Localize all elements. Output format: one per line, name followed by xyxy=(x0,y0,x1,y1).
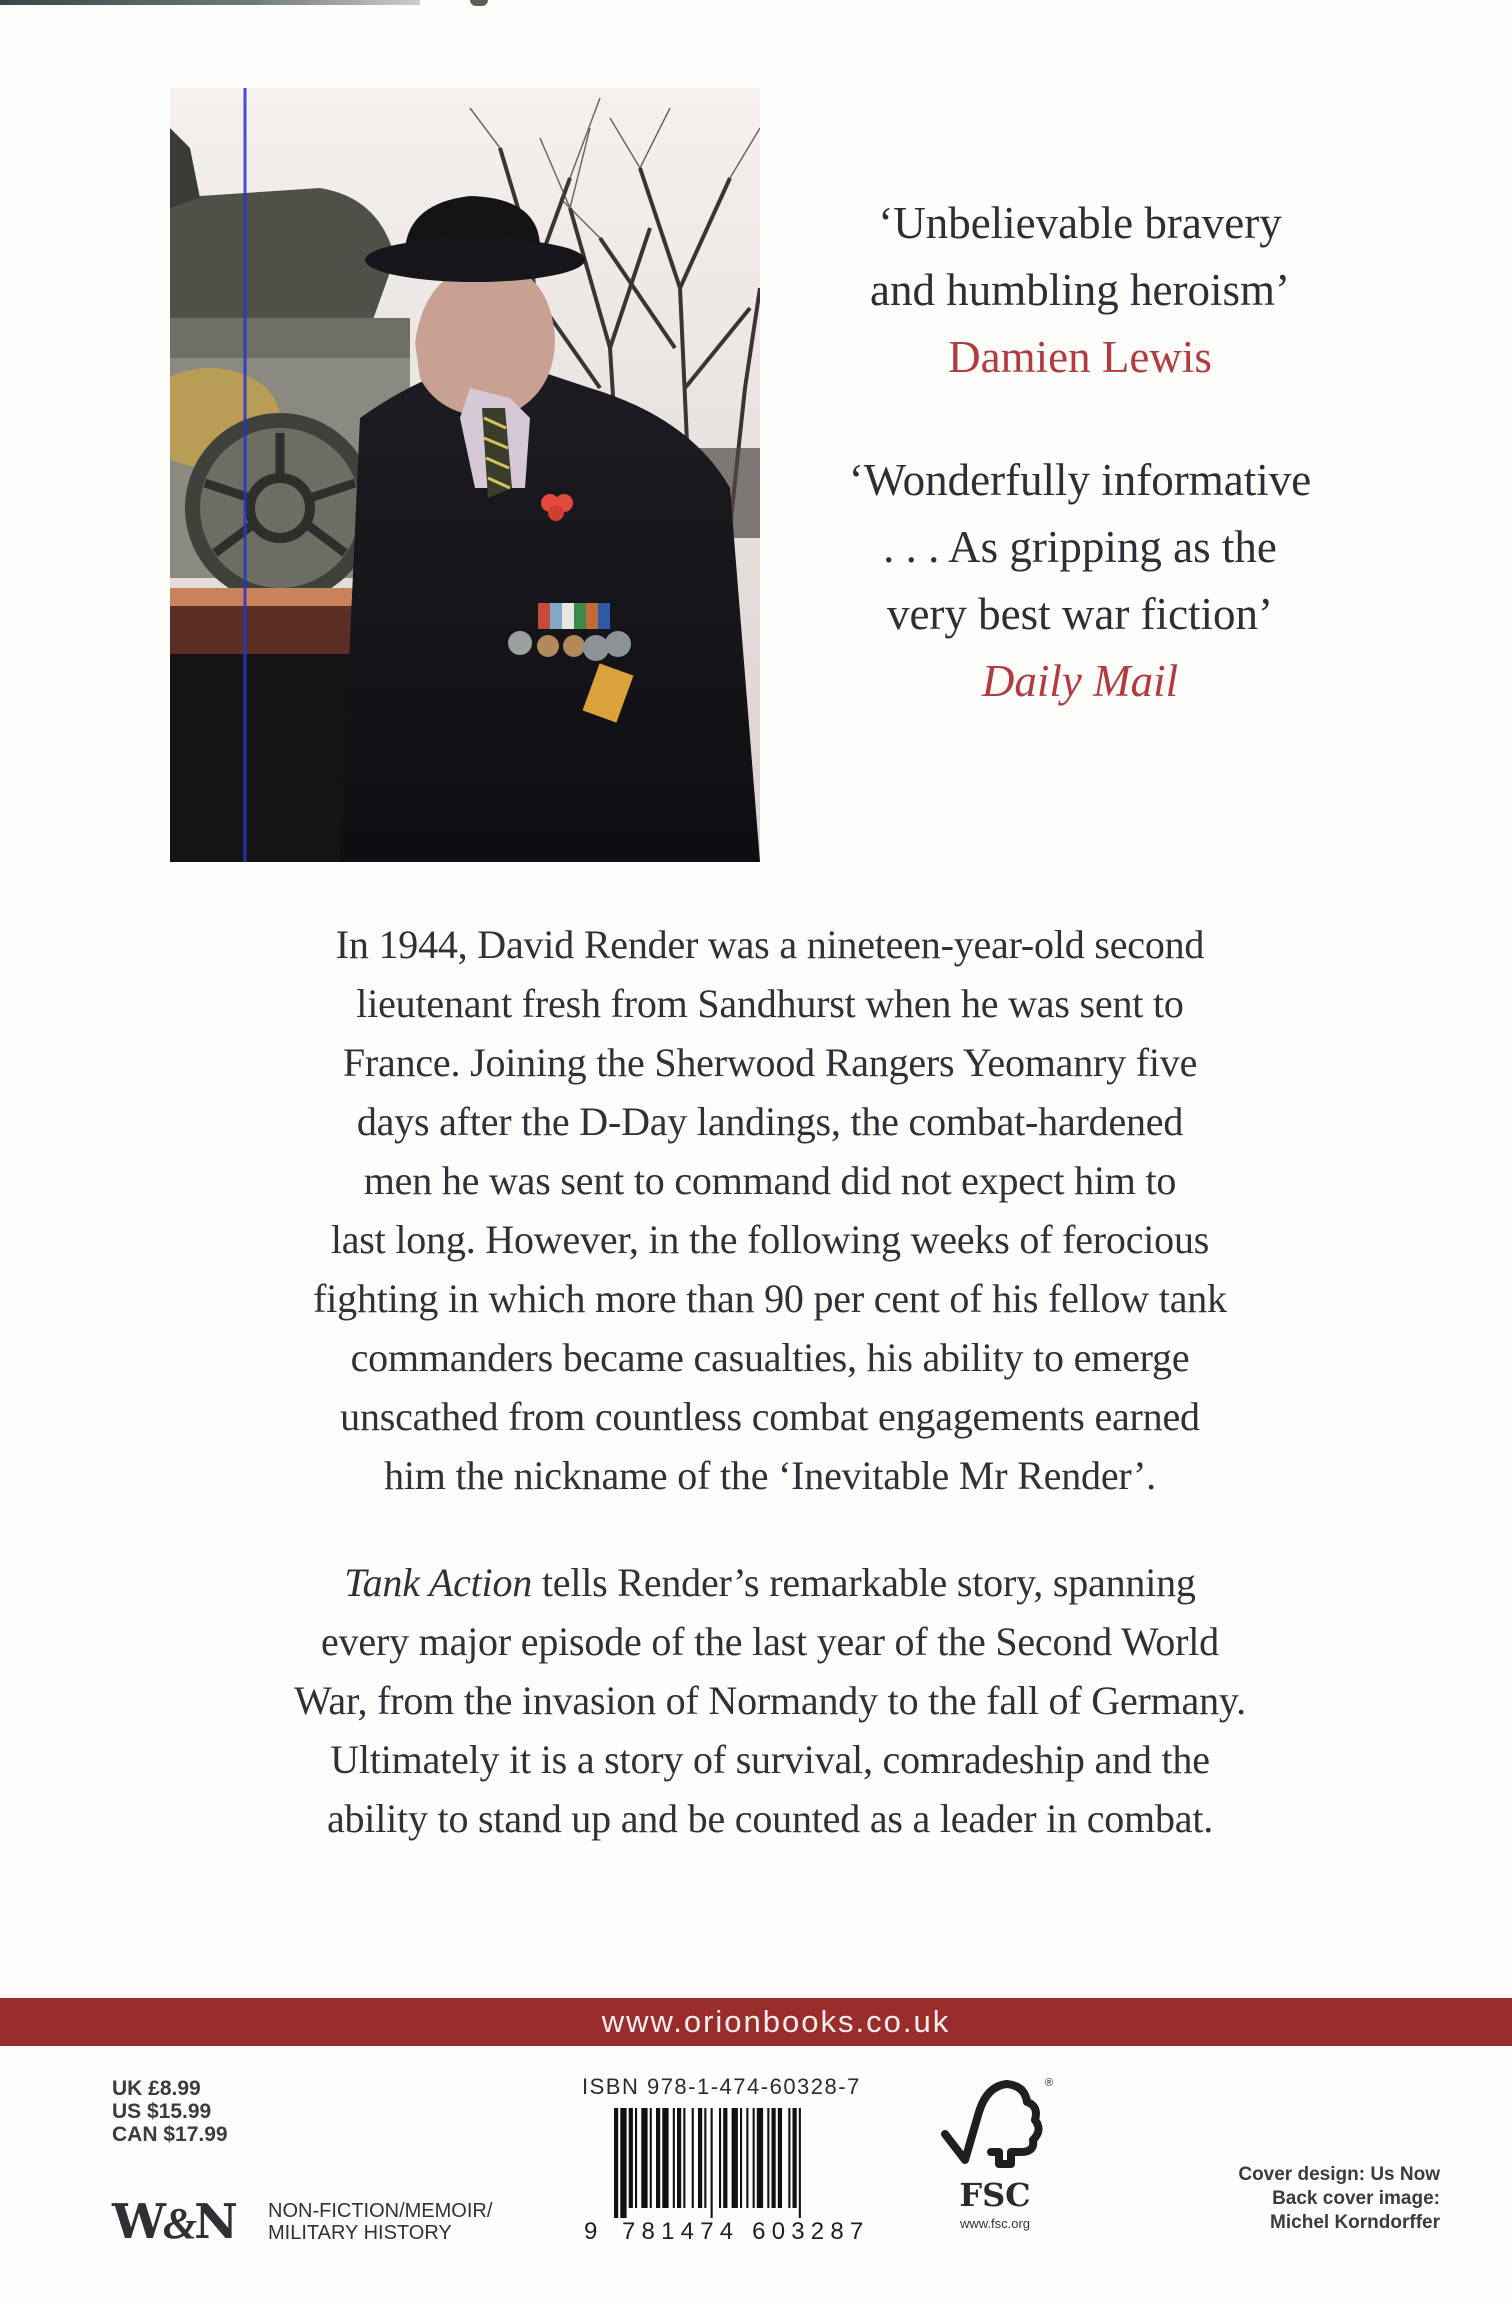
publisher-logo xyxy=(112,2194,235,2250)
barcode-bar xyxy=(629,2108,633,2208)
barcode-bar xyxy=(772,2108,776,2208)
cover-top-mark xyxy=(470,0,488,6)
quote-line: . . . As gripping as the xyxy=(883,522,1277,572)
category-line: MILITARY HISTORY xyxy=(268,2222,452,2244)
back-cover-photo xyxy=(170,88,760,862)
barcode-bar xyxy=(753,2108,755,2208)
cover-top-edge xyxy=(0,0,420,5)
price-list xyxy=(112,2077,228,2146)
barcode-bar xyxy=(635,2108,637,2208)
barcode-bar xyxy=(788,2108,790,2208)
barcode-bar xyxy=(677,2108,681,2208)
blurb-line: commanders became casualties, his ability to emerge xyxy=(350,1335,1190,1380)
barcode-bar xyxy=(683,2108,685,2208)
barcode-bar xyxy=(746,2108,748,2208)
logo-ampersand: & xyxy=(162,2199,195,2248)
isbn-label: ISBN 978-1-474-60328-7 xyxy=(582,2074,861,2099)
barcode-bar xyxy=(662,2108,668,2208)
quote-attribution: Daily Mail xyxy=(981,656,1179,706)
blurb-line: France. Joining the Sherwood Rangers Yeomanry five xyxy=(342,1040,1198,1085)
barcode-bar xyxy=(778,2108,782,2208)
barcode-bar xyxy=(767,2108,769,2208)
blurb-paragraph-1 xyxy=(200,915,1340,1505)
barcode-bar xyxy=(723,2108,727,2208)
blurb-line: Ultimately it is a story of survival, comradeship and the xyxy=(330,1737,1210,1782)
quote-1 xyxy=(790,190,1370,391)
blurb-line: last long. However, in the following weeks of ferocious xyxy=(330,1217,1210,1262)
price-us: US $15.99 xyxy=(112,2100,212,2123)
barcode xyxy=(610,2108,910,2218)
blurb-line xyxy=(200,1553,1340,1612)
blurb-line-rest: tells Render’s remarkable story, spanning xyxy=(532,1560,1196,1605)
veteran-portrait-image xyxy=(170,88,760,862)
quote-line: ‘Unbelievable bravery xyxy=(878,198,1282,248)
book-category xyxy=(268,2200,492,2244)
blurb-line: In 1944, David Render was a nineteen-year-old second xyxy=(335,922,1205,967)
blurb-line: men he was sent to command did not expect him to xyxy=(363,1158,1177,1203)
quote-2 xyxy=(790,447,1370,715)
barcode-bar xyxy=(704,2108,706,2208)
blurb xyxy=(200,915,1340,1848)
barcode-bar xyxy=(793,2108,797,2208)
registered-mark: ® xyxy=(1045,2077,1054,2089)
blurb-line: War, from the invasion of Normandy to the fall of Germany. xyxy=(294,1678,1246,1723)
barcode-bar xyxy=(692,2108,694,2208)
credit-line: Michel Korndorffer xyxy=(1270,2212,1440,2233)
fsc-website: www.fsc.org xyxy=(959,2216,1031,2231)
quote-line: ‘Wonderfully informative xyxy=(848,455,1312,505)
fsc-name: FSC xyxy=(959,2176,1031,2214)
barcode-digits: 781474 603287 xyxy=(622,2218,870,2245)
barcode-bar xyxy=(656,2108,660,2208)
credit-line: Cover design: Us Now xyxy=(1238,2164,1440,2185)
blurb-line: unscathed from countless combat engagements earned xyxy=(340,1394,1200,1439)
category-line: NON-FICTION/MEMOIR/ xyxy=(268,2200,493,2222)
barcode-bar xyxy=(757,2108,763,2208)
barcode-bar xyxy=(641,2108,647,2208)
cover-credits xyxy=(1238,2163,1440,2235)
quote-attribution: Damien Lewis xyxy=(948,332,1212,382)
blurb-paragraph-2 xyxy=(200,1553,1340,1848)
review-quotes xyxy=(790,190,1370,771)
barcode-bar xyxy=(740,2108,742,2208)
barcode-bar xyxy=(673,2108,675,2208)
credit-line: Back cover image: xyxy=(1272,2188,1440,2209)
logo-letter-n: N xyxy=(194,2194,236,2250)
logo-letter-w: W xyxy=(112,2194,163,2250)
barcode-bar xyxy=(711,2108,713,2218)
barcode-bar xyxy=(650,2108,652,2208)
barcode-bar xyxy=(799,2108,801,2218)
blurb-line: lieutenant fresh from Sandhurst when he was sent to xyxy=(356,981,1184,1026)
fsc-tree-check-icon xyxy=(935,2072,1055,2182)
blurb-line: him the nickname of the ‘Inevitable Mr Render’. xyxy=(384,1453,1156,1498)
publisher-url-band xyxy=(0,1998,1512,2046)
barcode-bar xyxy=(614,2108,618,2218)
quote-line: very best war fiction’ xyxy=(886,589,1274,639)
blurb-line: ability to stand up and be counted as a leader in combat. xyxy=(326,1796,1214,1841)
barcode-bar xyxy=(698,2108,702,2208)
barcode-bar xyxy=(719,2108,721,2208)
publisher-website-link[interactable]: www.orionbooks.co.uk xyxy=(601,2004,951,2039)
blurb-line: fighting in which more than 90 per cent of his fellow tank xyxy=(313,1276,1227,1321)
barcode-bar xyxy=(620,2108,626,2218)
barcode-first-digit: 9 xyxy=(584,2218,598,2245)
blurb-line: every major episode of the last year of the Second World xyxy=(321,1619,1219,1664)
quote-line: and humbling heroism’ xyxy=(870,265,1290,315)
price-uk: UK £8.99 xyxy=(112,2077,201,2100)
book-title: Tank Action xyxy=(344,1560,533,1605)
barcode-bar xyxy=(732,2108,738,2208)
blurb-line: days after the D-Day landings, the combat-hardened xyxy=(356,1099,1184,1144)
price-can: CAN $17.99 xyxy=(112,2123,228,2146)
